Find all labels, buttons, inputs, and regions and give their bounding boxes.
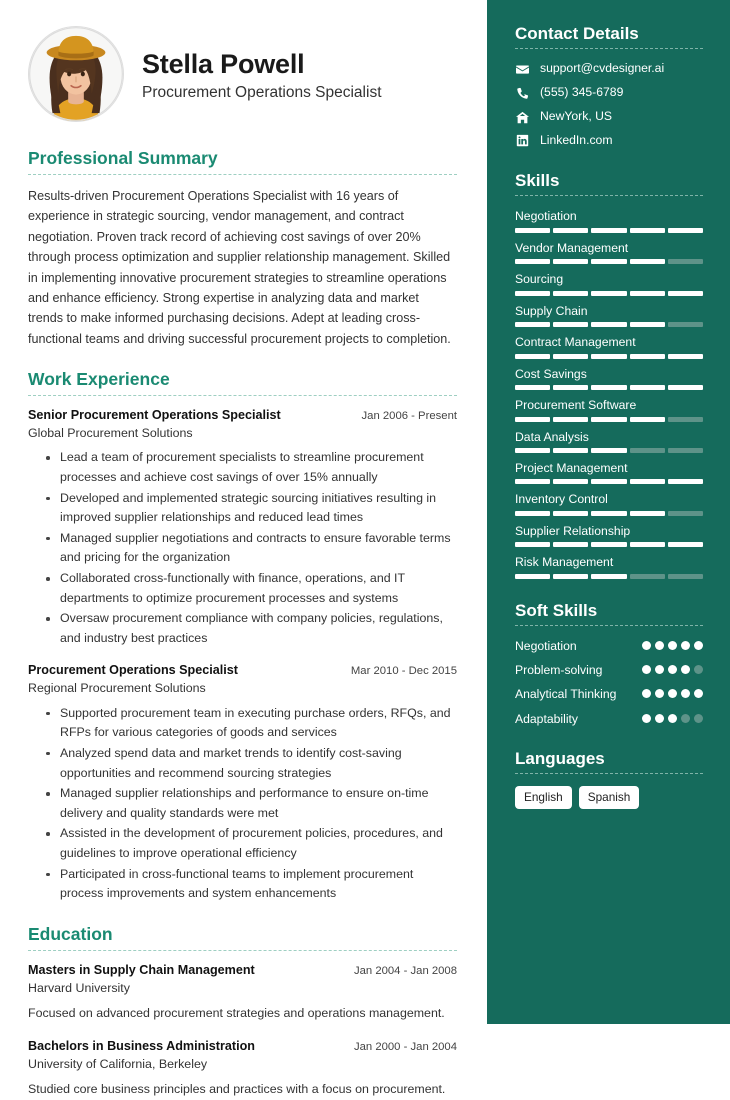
skill-segment — [668, 259, 703, 264]
skill-level-bar — [515, 291, 703, 296]
envelope-icon — [515, 62, 529, 76]
section-soft-skills — [515, 601, 703, 727]
contact-item[interactable] — [515, 61, 703, 77]
skill-segment — [515, 574, 550, 579]
sidebar — [487, 0, 730, 1024]
skill-segment — [515, 259, 550, 264]
skill-row — [515, 334, 703, 358]
skill-segment — [668, 511, 703, 516]
skill-row — [515, 429, 703, 453]
skill-level-bar — [515, 354, 703, 359]
contact-text: (555) 345-6789 — [540, 85, 624, 100]
skill-row — [515, 240, 703, 264]
rating-dot — [655, 689, 664, 698]
soft-skill-row — [515, 638, 703, 654]
rating-dot — [668, 641, 677, 650]
skill-segment — [668, 448, 703, 453]
work-entry — [28, 407, 457, 648]
skill-level-bar — [515, 574, 703, 579]
bullet-item: Developed and implemented strategic sourcing initiatives resulting in improved supplier relationships and reduced lead times — [46, 489, 457, 528]
section-divider — [515, 48, 703, 49]
work-entry-company: Regional Procurement Solutions — [28, 681, 206, 696]
work-entry-company: Global Procurement Solutions — [28, 426, 193, 441]
section-contact-details — [515, 24, 703, 149]
work-entry-bullets — [28, 704, 457, 904]
skills-list — [515, 208, 703, 579]
section-work-experience — [28, 369, 457, 904]
skill-segment — [553, 542, 588, 547]
education-entry-header — [28, 962, 457, 979]
rating-dot — [694, 641, 703, 650]
skill-level-bar — [515, 322, 703, 327]
rating-dot — [681, 714, 690, 723]
soft-skill-rating — [642, 638, 703, 650]
skill-level-bar — [515, 479, 703, 484]
skill-level-bar — [515, 417, 703, 422]
soft-skill-name: Analytical Thinking — [515, 687, 617, 702]
skill-segment — [515, 511, 550, 516]
education-entry-school: University of California, Berkeley — [28, 1056, 208, 1071]
contact-list — [515, 61, 703, 148]
bullet-item: Collaborated cross-functionally with finance, operations, and IT departments to optimize procurement processes and systems — [46, 569, 457, 608]
skill-level-bar — [515, 511, 703, 516]
section-divider — [515, 195, 703, 196]
rating-dot — [681, 665, 690, 674]
rating-dot — [642, 665, 651, 674]
work-entry-header — [28, 407, 457, 424]
skill-row — [515, 397, 703, 421]
resume-header — [28, 26, 457, 122]
skill-segment — [515, 417, 550, 422]
skill-segment — [630, 574, 665, 579]
rating-dot — [668, 665, 677, 674]
bullet-item: Participated in cross-functional teams to implement procurement process improvements and system enhancements — [46, 865, 457, 904]
section-divider — [515, 625, 703, 626]
work-entry-header — [28, 662, 457, 679]
rating-dot — [642, 689, 651, 698]
language-chip: Spanish — [579, 786, 640, 809]
skill-segment — [515, 322, 550, 327]
skill-segment — [553, 417, 588, 422]
skill-segment — [630, 354, 665, 359]
skill-name: Negotiation — [515, 209, 577, 224]
skill-level-bar — [515, 385, 703, 390]
section-title-skills: Skills — [515, 170, 560, 190]
education-entry-date: Jan 2000 - Jan 2004 — [353, 1040, 457, 1053]
skill-name: Supply Chain — [515, 303, 588, 318]
skill-name: Inventory Control — [515, 492, 608, 507]
skill-segment — [553, 291, 588, 296]
work-entry-role: Senior Procurement Operations Specialist — [28, 408, 281, 423]
rating-dot — [668, 714, 677, 723]
skill-segment — [630, 417, 665, 422]
avatar — [28, 26, 124, 122]
phone-icon — [515, 86, 529, 100]
skill-segment — [591, 385, 626, 390]
bullet-item: Analyzed spend data and market trends to identify cost-saving opportunities and recommend sourcing strategies — [46, 744, 457, 783]
skill-segment — [591, 574, 626, 579]
skill-row — [515, 208, 703, 232]
skill-segment — [553, 322, 588, 327]
contact-item[interactable] — [515, 133, 703, 149]
section-languages — [515, 749, 703, 809]
bullet-item: Lead a team of procurement specialists to streamline procurement processes and achieve cost savings of over 15% annually — [46, 448, 457, 487]
soft-skill-rating — [642, 711, 703, 723]
skill-segment — [630, 542, 665, 547]
skill-name: Risk Management — [515, 555, 614, 570]
soft-skill-row — [515, 662, 703, 678]
skill-name: Data Analysis — [515, 429, 589, 444]
skill-segment — [515, 448, 550, 453]
skill-segment — [630, 228, 665, 233]
skill-segment — [553, 228, 588, 233]
rating-dot — [694, 689, 703, 698]
work-entry-date: Jan 2006 - Present — [361, 410, 457, 423]
section-title-education: Education — [28, 923, 113, 944]
skill-segment — [553, 385, 588, 390]
soft-skill-name: Adaptability — [515, 711, 579, 726]
section-skills — [515, 171, 703, 579]
education-entry-list — [28, 962, 457, 1100]
rating-dot — [655, 665, 664, 674]
skill-segment — [668, 354, 703, 359]
section-divider — [28, 950, 457, 951]
skill-row — [515, 366, 703, 390]
section-title-work: Work Experience — [28, 369, 170, 390]
skill-segment — [668, 542, 703, 547]
language-chip: English — [515, 786, 572, 809]
skill-name: Sourcing — [515, 272, 564, 287]
soft-skill-name: Problem-solving — [515, 663, 603, 678]
bullet-item: Managed supplier relationships and performance to ensure on-time delivery and quality standards were met — [46, 784, 457, 823]
skill-row — [515, 460, 703, 484]
name-block — [142, 45, 382, 103]
skill-segment — [630, 291, 665, 296]
section-divider — [515, 773, 703, 774]
skill-level-bar — [515, 448, 703, 453]
skill-segment — [591, 448, 626, 453]
skill-row — [515, 303, 703, 327]
section-divider — [28, 395, 457, 396]
skill-segment — [553, 479, 588, 484]
skill-segment — [668, 322, 703, 327]
section-divider — [28, 174, 457, 175]
skill-level-bar — [515, 259, 703, 264]
soft-skill-row — [515, 686, 703, 702]
skill-segment — [553, 448, 588, 453]
contact-text: support@cvdesigner.ai — [540, 61, 665, 76]
rating-dot — [681, 641, 690, 650]
skill-segment — [591, 479, 626, 484]
education-entry-degree: Bachelors in Business Administration — [28, 1038, 255, 1053]
work-entry-role: Procurement Operations Specialist — [28, 663, 238, 678]
skill-name: Supplier Relationship — [515, 523, 631, 538]
skill-segment — [668, 291, 703, 296]
skill-row — [515, 554, 703, 578]
skill-name: Procurement Software — [515, 398, 637, 413]
rating-dot — [668, 689, 677, 698]
education-entry-description: Studied core business principles and practices with a focus on procurement. — [28, 1082, 446, 1097]
skill-segment — [515, 385, 550, 390]
skill-segment — [515, 228, 550, 233]
work-entry-list — [28, 407, 457, 904]
section-title-languages: Languages — [515, 748, 605, 768]
skill-segment — [630, 259, 665, 264]
skill-segment — [591, 511, 626, 516]
education-entry-degree: Masters in Supply Chain Management — [28, 962, 255, 977]
education-entry-school: Harvard University — [28, 980, 130, 995]
home-icon — [515, 110, 529, 124]
skill-segment — [630, 322, 665, 327]
skill-segment — [591, 291, 626, 296]
full-name: Stella Powell — [142, 49, 305, 80]
skill-segment — [515, 291, 550, 296]
skill-segment — [630, 385, 665, 390]
skill-name: Vendor Management — [515, 240, 629, 255]
linkedin-icon — [515, 134, 529, 148]
skill-name: Cost Savings — [515, 366, 587, 381]
rating-dot — [681, 689, 690, 698]
contact-text: LinkedIn.com — [540, 132, 613, 147]
education-entry-header — [28, 1038, 457, 1055]
section-education — [28, 924, 457, 1100]
skill-segment — [591, 354, 626, 359]
rating-dot — [694, 714, 703, 723]
section-professional-summary — [28, 148, 457, 349]
languages-list — [515, 786, 703, 809]
skill-segment — [515, 354, 550, 359]
skill-segment — [591, 259, 626, 264]
education-entry — [28, 962, 457, 1024]
rating-dot — [642, 641, 651, 650]
rating-dot — [655, 714, 664, 723]
education-entry-description: Focused on advanced procurement strategies and operations management. — [28, 1006, 445, 1021]
skill-segment — [553, 354, 588, 359]
skill-segment — [668, 417, 703, 422]
soft-skill-rating — [642, 662, 703, 674]
skill-segment — [668, 574, 703, 579]
skill-segment — [630, 479, 665, 484]
skill-segment — [553, 259, 588, 264]
skill-level-bar — [515, 542, 703, 547]
rating-dot — [642, 714, 651, 723]
skill-segment — [591, 542, 626, 547]
skill-name: Project Management — [515, 460, 628, 475]
skill-segment — [553, 574, 588, 579]
section-title-summary: Professional Summary — [28, 148, 218, 168]
skill-segment — [515, 542, 550, 547]
skill-segment — [591, 228, 626, 233]
skill-row — [515, 523, 703, 547]
education-entry-date: Jan 2004 - Jan 2008 — [353, 964, 457, 977]
skill-segment — [668, 385, 703, 390]
work-entry — [28, 662, 457, 903]
contact-text: NewYork, US — [540, 109, 613, 124]
job-title: Procurement Operations Specialist — [142, 84, 382, 102]
soft-skills-list — [515, 638, 703, 726]
skill-segment — [630, 511, 665, 516]
skill-segment — [668, 479, 703, 484]
profile-photo-icon — [29, 27, 123, 121]
skill-segment — [630, 448, 665, 453]
bullet-item: Oversaw procurement compliance with company policies, regulations, and industry best practices — [46, 609, 457, 648]
soft-skill-name: Negotiation — [515, 639, 577, 654]
contact-item[interactable] — [515, 109, 703, 125]
bullet-item: Assisted in the development of procurement policies, procedures, and guidelines to improve operational efficiency — [46, 824, 457, 863]
section-title-soft-skills: Soft Skills — [515, 600, 598, 620]
soft-skill-rating — [642, 686, 703, 698]
skill-segment — [515, 479, 550, 484]
skill-row — [515, 271, 703, 295]
work-entry-bullets — [28, 448, 457, 648]
skill-level-bar — [515, 228, 703, 233]
skill-name: Contract Management — [515, 335, 636, 350]
skill-segment — [591, 417, 626, 422]
education-entry — [28, 1038, 457, 1100]
section-title-contact: Contact Details — [515, 24, 639, 43]
soft-skill-row — [515, 711, 703, 727]
work-entry-date: Mar 2010 - Dec 2015 — [350, 665, 457, 678]
bullet-item: Supported procurement team in executing purchase orders, RFQs, and RFPs for various categories of goods and services — [46, 704, 457, 743]
skill-segment — [668, 228, 703, 233]
skill-segment — [591, 322, 626, 327]
contact-item[interactable] — [515, 85, 703, 101]
skill-row — [515, 491, 703, 515]
rating-dot — [655, 641, 664, 650]
rating-dot — [694, 665, 703, 674]
bullet-item: Managed supplier negotiations and contracts to ensure favorable terms and pricing for the organization — [46, 529, 457, 568]
summary-text: Results-driven Procurement Operations Specialist with 16 years of experience in strategic sourcing, vendor management, and contract negotiation. Proven track record of achieving cost savings of over 20% through process optimization and supplier relationship management. Skilled in implementing innovative procurement strategies to streamline operations and enhance efficiency. Strong expertise in analyzing data and market trends to make informed purchasing decisions. Adept at leading cross-functional teams and driving successful procurement projects to completion. — [28, 189, 451, 346]
skill-segment — [553, 511, 588, 516]
